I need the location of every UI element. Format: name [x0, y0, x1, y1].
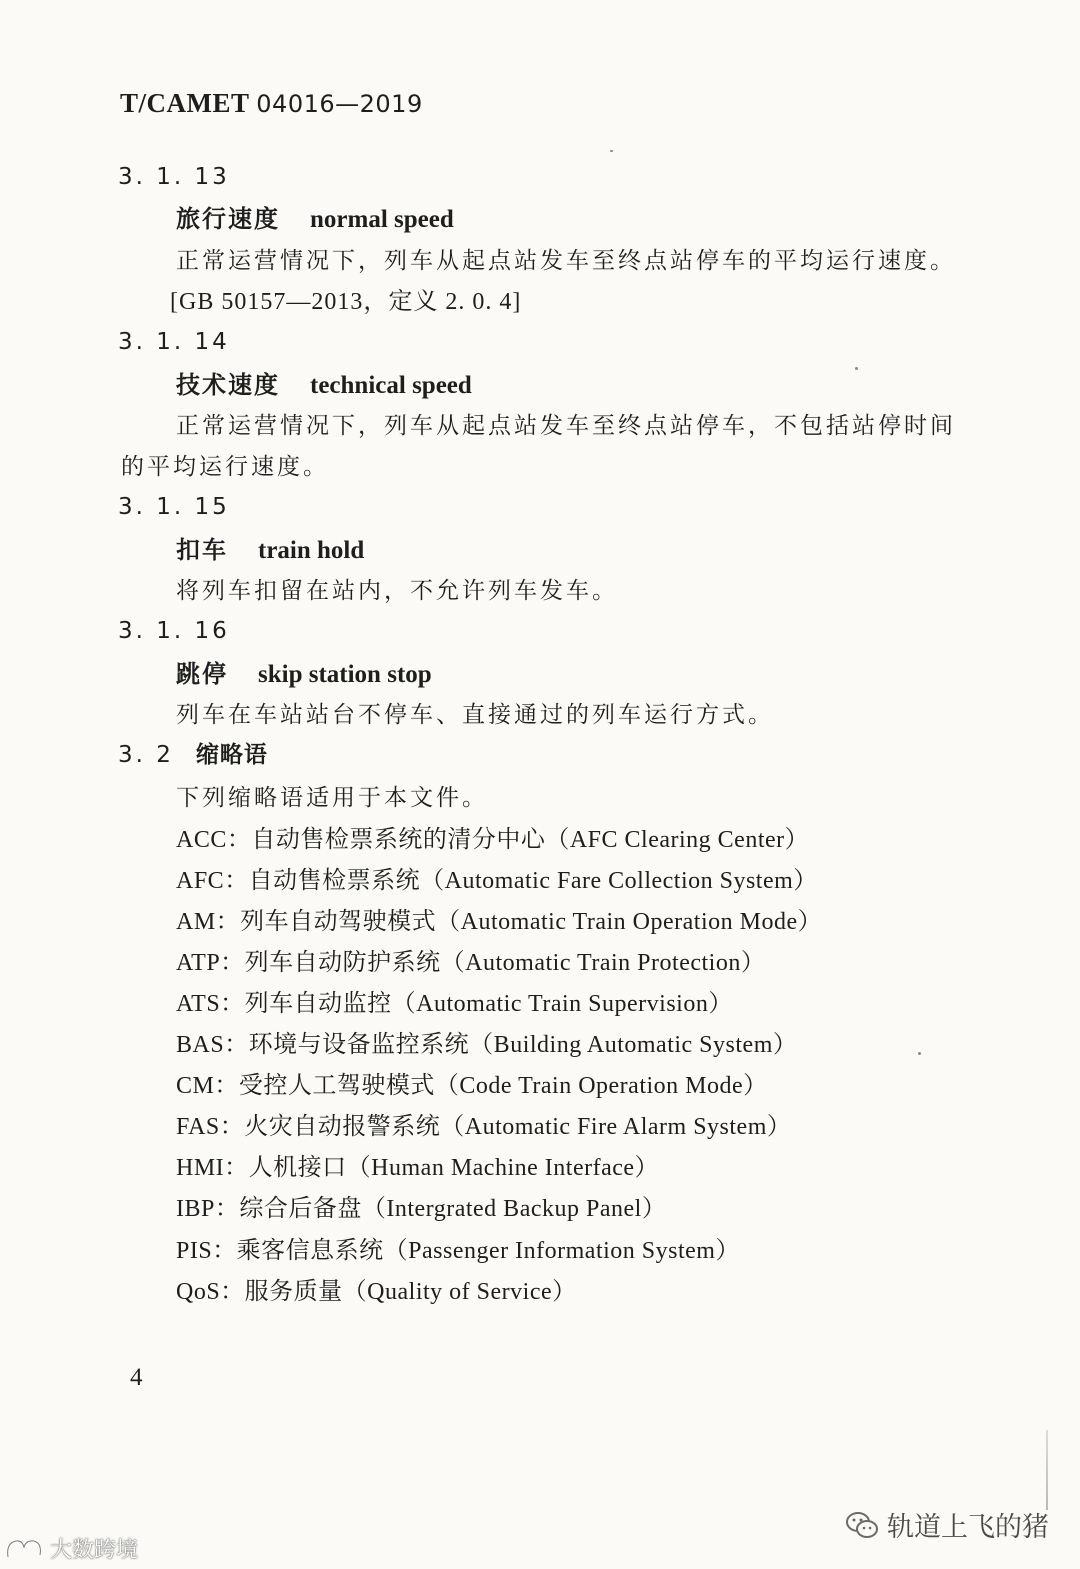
abbreviation-item: ATS：列车自动监控（Automatic Train Supervision） — [176, 991, 733, 1017]
wechat-watermark — [845, 1505, 1049, 1544]
term-en: train hold — [258, 537, 365, 564]
term-zh: 技术速度 — [176, 371, 280, 399]
document-code-prefix: T/CAMET — [120, 88, 257, 118]
clause-number: 3. 1. 15 — [118, 494, 230, 520]
term-title — [176, 662, 432, 687]
abbreviation-item: AFC：自动售检票系统（Automatic Fare Collection System） — [176, 868, 818, 894]
section-title: 缩略语 — [195, 742, 268, 768]
reference-text: [GB 50157—2013，定义 2. 0. 4] — [170, 289, 522, 315]
definition-text: 列车在车站站台不停车、直接通过的列车运行方式。 — [176, 702, 774, 728]
definition-text-continued: 的平均运行速度。 — [121, 454, 329, 480]
scan-speck — [918, 1052, 921, 1055]
abbreviation-item: FAS：火灾自动报警系统（Automatic Fire Alarm System） — [176, 1114, 792, 1140]
document-code — [120, 88, 423, 119]
term-zh: 扣车 — [176, 536, 228, 564]
clause-number: 3. 1. 13 — [118, 164, 230, 190]
document-code-number: 04016—2019 — [256, 90, 423, 118]
abbreviation-item: ATP：列车自动防护系统（Automatic Train Protection） — [176, 950, 766, 976]
term-title — [176, 207, 454, 232]
brand-watermark — [4, 1533, 138, 1564]
watermark-right-text: 轨道上飞的猪 — [887, 1512, 1049, 1543]
clause-number: 3. 1. 16 — [118, 618, 230, 644]
term-zh: 旅行速度 — [176, 205, 280, 233]
definition-text: 正常运营情况下，列车从起点站发车至终点站停车的平均运行速度。 — [176, 248, 956, 274]
definition-text: 正常运营情况下，列车从起点站发车至终点站停车，不包括站停时间 — [176, 413, 956, 439]
term-zh: 跳停 — [176, 660, 228, 688]
scan-speck — [610, 150, 613, 152]
abbreviation-item: CM：受控人工驾驶模式（Code Train Operation Mode） — [176, 1073, 768, 1099]
abbreviation-item: IBP：综合后备盘（Intergrated Backup Panel） — [176, 1196, 667, 1222]
abbreviation-item: QoS：服务质量（Quality of Service） — [176, 1279, 577, 1305]
term-title — [176, 373, 472, 398]
section-intro: 下列缩略语适用于本文件。 — [176, 785, 488, 811]
section-heading — [118, 744, 268, 767]
section-number: 3. 2 — [118, 742, 174, 768]
term-en: normal speed — [310, 206, 454, 233]
scan-edge-line — [1046, 1430, 1048, 1510]
scan-speck — [855, 367, 858, 370]
term-en: technical speed — [310, 372, 472, 399]
watermark-left-text: 大数跨境 — [50, 1538, 139, 1563]
brand-logo-icon — [4, 1535, 44, 1563]
abbreviation-item: PIS：乘客信息系统（Passenger Information System） — [176, 1238, 740, 1264]
term-title — [176, 538, 364, 563]
page-number: 4 — [130, 1364, 143, 1391]
abbreviation-item: BAS：环境与设备监控系统（Building Automatic System） — [176, 1032, 798, 1058]
abbreviation-item: HMI：人机接口（Human Machine Interface） — [176, 1155, 660, 1181]
abbreviation-item: ACC：自动售检票系统的清分中心（AFC Clearing Center） — [176, 827, 810, 853]
wechat-icon — [845, 1510, 879, 1540]
term-en: skip station stop — [258, 661, 432, 688]
abbreviation-item: AM：列车自动驾驶模式（Automatic Train Operation Mode） — [176, 909, 823, 935]
definition-text: 将列车扣留在站内，不允许列车发车。 — [176, 578, 618, 604]
clause-number: 3. 1. 14 — [118, 329, 230, 355]
